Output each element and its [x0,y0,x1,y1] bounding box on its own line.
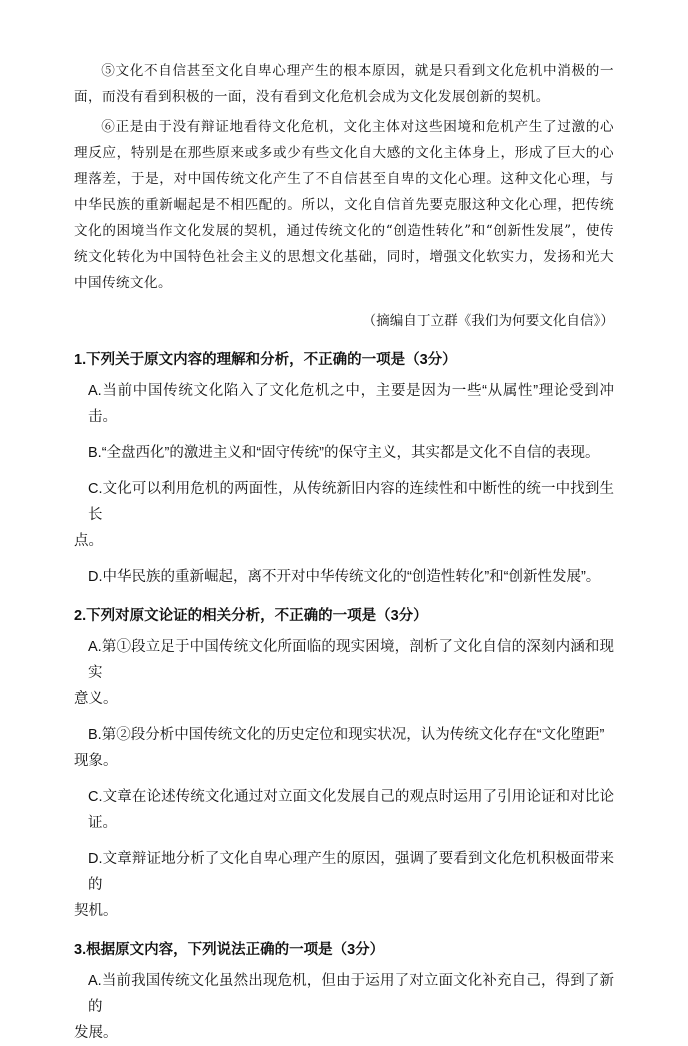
question-title: 1.下列关于原文内容的理解和分析，不正确的一项是（3分） [74,352,457,368]
passage-paragraph-6: ⑥正是由于没有辩证地看待文化危机，文化主体对这些困境和危机产生了过激的心理反应，特别是在那些原来或多或少有些文化自大感的文化主体身上，形成了巨大的心理落差，于是，对中国传统文化产生了不自信甚至自卑的文化心理。这种文化心理，与中华民族的重新崛起是不相匹配的。所以，文化自信首先要克服这种文化心理，把传统文化的困境当作文化发展的契机，通过传统文化的“创造性转化”和“创新性发展”，使传统文化转化为中国特色社会主义的思想文化基础，同时，增强文化软实力，发扬和光大中国传统文化。 [74,119,614,291]
option-text-continuation: 意义。 [74,691,118,707]
option-a [74,968,614,1046]
option-text: C.文化可以利用危机的两面性，从传统新旧内容的连续性和中断性的统一中找到生长 [88,481,614,523]
question-title: 3.根据原文内容，下列说法正确的一项是（3分） [74,942,385,958]
option-text: D.中华民族的重新崛起，离不开对中华传统文化的“创造性转化”和“创新性发展”。 [88,569,601,585]
option-d [74,846,614,924]
option-b [74,722,614,774]
option-text-continuation: 现象。 [74,753,118,769]
option-text: A.当前我国传统文化虽然出现危机，但由于运用了对立面文化补充自己，得到了新的 [88,973,614,1015]
option-text-continuation: 契机。 [74,903,118,919]
option-text-continuation: 点。 [74,533,103,549]
option-text: C.文章在论述传统文化通过对立面文化发展自己的观点时运用了引用论证和对比论证。 [88,789,614,831]
question-1 [74,348,614,590]
option-b [74,440,614,466]
option-text: B.“全盘西化”的激进主义和“固守传统”的保守主义，其实都是文化不自信的表现。 [88,445,600,461]
option-a [74,634,614,712]
option-c [74,476,614,554]
option-text: D.文章辩证地分析了文化自卑心理产生的原因，强调了要看到文化危机积极面带来的 [88,851,614,893]
passage-source: （摘编自丁立群《我们为何要文化自信》） [362,313,614,329]
question-2 [74,604,614,924]
option-d [74,564,614,590]
question-title: 2.下列对原文论证的相关分析，不正确的一项是（3分） [74,608,428,624]
option-text-continuation: 发展。 [74,1025,118,1041]
option-text: A.第①段立足于中国传统文化所面临的现实困境，剖析了文化自信的深刻内涵和现实 [88,639,614,681]
question-3 [74,938,614,1046]
option-a [74,378,614,430]
option-c [74,784,614,836]
passage-paragraph-5: ⑤文化不自信甚至文化自卑心理产生的根本原因，就是只看到文化危机中消极的一面，而没有看到积极的一面，没有看到文化危机会成为文化发展创新的契机。 [74,63,614,105]
option-text: A.当前中国传统文化陷入了文化危机之中，主要是因为一些“从属性”理论受到冲击。 [88,383,614,425]
option-text: B.第②段分析中国传统文化的历史定位和现实状况，认为传统文化存在“文化堕距” [88,727,605,743]
